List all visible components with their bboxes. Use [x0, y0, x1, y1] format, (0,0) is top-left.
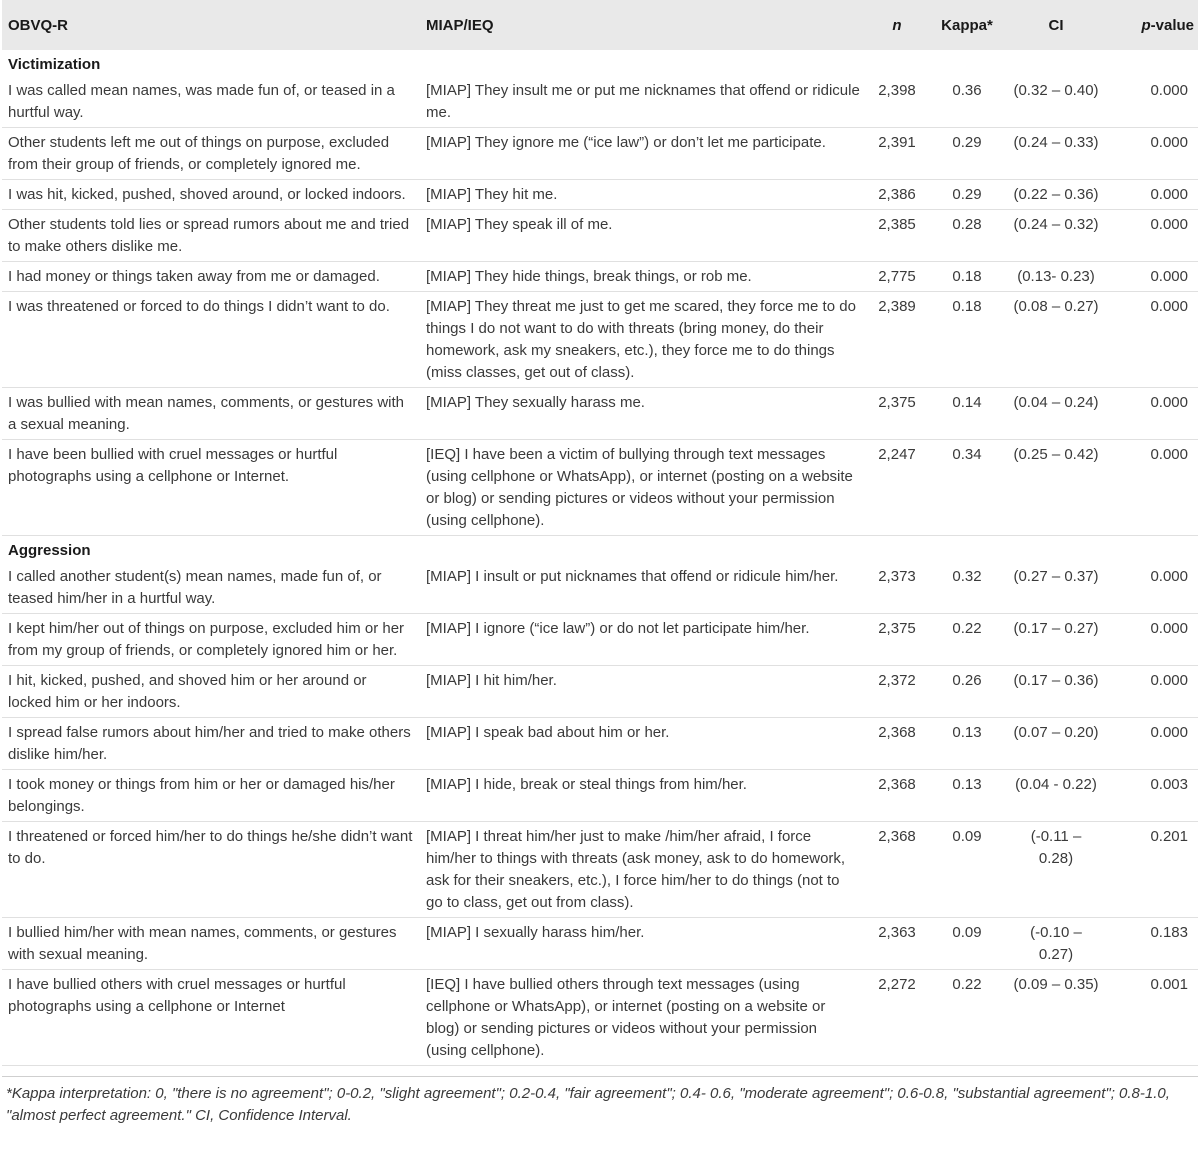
- n-value: 2,389: [866, 292, 928, 388]
- header-miap: MIAP/IEQ: [426, 17, 494, 34]
- table-row: [2, 128, 1198, 180]
- table-row: [2, 718, 1198, 770]
- kappa-value: 0.29: [928, 180, 1006, 210]
- kappa-value: 0.14: [928, 388, 1006, 440]
- p-value: 0.000: [1106, 292, 1198, 388]
- kappa-value: 0.34: [928, 440, 1006, 536]
- ci-value: (-0.11 – 0.28): [1006, 822, 1106, 918]
- p-value: 0.183: [1106, 918, 1198, 970]
- miap-item: [MIAP] They insult me or put me nicknames that offend or ridicule me.: [420, 76, 866, 128]
- kappa-value: 0.09: [928, 822, 1006, 918]
- obvq-item: I hit, kicked, pushed, and shoved him or her around or locked him or her indoors.: [2, 666, 420, 718]
- obvq-item: I spread false rumors about him/her and tried to make others dislike him/her.: [2, 718, 420, 770]
- obvq-item: I was threatened or forced to do things I didn’t want to do.: [2, 292, 420, 388]
- ci-value: (0.17 – 0.27): [1006, 614, 1106, 666]
- n-value: 2,372: [866, 666, 928, 718]
- ci-value: (0.04 – 0.24): [1006, 388, 1106, 440]
- ci-value: (0.22 – 0.36): [1006, 180, 1106, 210]
- p-value: 0.000: [1106, 614, 1198, 666]
- section-row: [2, 50, 1198, 76]
- obvq-item: Other students left me out of things on purpose, excluded from their group of friends, or completely ignored me.: [2, 128, 420, 180]
- miap-item: [IEQ] I have been a victim of bullying through text messages (using cellphone or WhatsApp), or internet (posting on a website or blog) or sending pictures or videos without your permission (using cellphone).: [420, 440, 866, 536]
- kappa-value: 0.13: [928, 718, 1006, 770]
- obvq-item: I called another student(s) mean names, made fun of, or teased him/her in a hurtful way.: [2, 562, 420, 614]
- table-row: [2, 970, 1198, 1066]
- ci-value: (0.25 – 0.42): [1006, 440, 1106, 536]
- n-value: 2,386: [866, 180, 928, 210]
- obvq-item: I was bullied with mean names, comments, or gestures with a sexual meaning.: [2, 388, 420, 440]
- p-value: 0.000: [1106, 210, 1198, 262]
- ci-value: (0.17 – 0.36): [1006, 666, 1106, 718]
- table-row: [2, 918, 1198, 970]
- kappa-value: 0.29: [928, 128, 1006, 180]
- header-n: n: [892, 17, 902, 34]
- miap-item: [IEQ] I have bullied others through text messages (using cellphone or WhatsApp), or internet (posting on a website or blog) or sending pictures or videos without your permission (using cellphone).: [420, 970, 866, 1066]
- miap-item: [MIAP] I hit him/her.: [420, 666, 866, 718]
- ci-value: (0.32 – 0.40): [1006, 76, 1106, 128]
- agreement-table: [2, 0, 1198, 1066]
- p-value: 0.000: [1106, 388, 1198, 440]
- p-value: 0.000: [1106, 262, 1198, 292]
- kappa-value: 0.36: [928, 76, 1006, 128]
- miap-item: [MIAP] I hide, break or steal things from him/her.: [420, 770, 866, 822]
- obvq-item: I took money or things from him or her or damaged his/her belongings.: [2, 770, 420, 822]
- n-value: 2,363: [866, 918, 928, 970]
- header-ci: CI: [1048, 17, 1064, 34]
- kappa-value: 0.22: [928, 614, 1006, 666]
- p-value: 0.000: [1106, 718, 1198, 770]
- table-row: [2, 388, 1198, 440]
- table-footnote: *Kappa interpretation: 0, "there is no agreement"; 0-0.2, "slight agreement"; 0.2-0.4, "fair agreement"; 0.4- 0.6, "moderate agreement"; 0.6-0.8, "substantial agreement"; 0.8-1.0, "almost perfect agreement." CI, Confidence Interval.: [2, 1076, 1198, 1127]
- table-row: [2, 76, 1198, 128]
- table-row: [2, 770, 1198, 822]
- table-row: [2, 210, 1198, 262]
- table-row: [2, 822, 1198, 918]
- p-value: 0.000: [1106, 440, 1198, 536]
- n-value: 2,368: [866, 822, 928, 918]
- n-value: 2,373: [866, 562, 928, 614]
- ci-value: (0.24 – 0.32): [1006, 210, 1106, 262]
- n-value: 2,368: [866, 770, 928, 822]
- p-value: 0.000: [1106, 128, 1198, 180]
- n-value: 2,368: [866, 718, 928, 770]
- table-row: [2, 292, 1198, 388]
- miap-item: [MIAP] I insult or put nicknames that offend or ridicule him/her.: [420, 562, 866, 614]
- kappa-value: 0.32: [928, 562, 1006, 614]
- section-title: Aggression: [8, 542, 91, 559]
- kappa-value: 0.18: [928, 292, 1006, 388]
- miap-item: [MIAP] They ignore me (“ice law”) or don’t let me participate.: [420, 128, 866, 180]
- ci-value: (0.04 - 0.22): [1006, 770, 1106, 822]
- table-body: [2, 50, 1198, 1066]
- p-value: 0.201: [1106, 822, 1198, 918]
- p-value: 0.000: [1106, 76, 1198, 128]
- ci-value: (0.27 – 0.37): [1006, 562, 1106, 614]
- miap-item: [MIAP] I ignore (“ice law”) or do not let participate him/her.: [420, 614, 866, 666]
- table-row: [2, 262, 1198, 292]
- table-row: [2, 180, 1198, 210]
- kappa-value: 0.13: [928, 770, 1006, 822]
- obvq-item: Other students told lies or spread rumors about me and tried to make others dislike me.: [2, 210, 420, 262]
- obvq-item: I bullied him/her with mean names, comments, or gestures with sexual meaning.: [2, 918, 420, 970]
- header-p-value: p-value: [1141, 17, 1194, 34]
- table-row: [2, 666, 1198, 718]
- ci-value: (0.08 – 0.27): [1006, 292, 1106, 388]
- n-value: 2,391: [866, 128, 928, 180]
- miap-item: [MIAP] I speak bad about him or her.: [420, 718, 866, 770]
- ci-value: (0.13- 0.23): [1006, 262, 1106, 292]
- table-row: [2, 440, 1198, 536]
- miap-item: [MIAP] They sexually harass me.: [420, 388, 866, 440]
- obvq-item: I have bullied others with cruel messages or hurtful photographs using a cellphone or Internet: [2, 970, 420, 1066]
- table-row: [2, 614, 1198, 666]
- kappa-value: 0.09: [928, 918, 1006, 970]
- miap-item: [MIAP] They threat me just to get me scared, they force me to do things I do not want to do with threats (bring money, do their homework, ask my sneakers, etc.), they force me to do things (miss classes, get out of class).: [420, 292, 866, 388]
- table-row: [2, 562, 1198, 614]
- n-value: 2,247: [866, 440, 928, 536]
- n-value: 2,375: [866, 614, 928, 666]
- n-value: 2,385: [866, 210, 928, 262]
- miap-item: [MIAP] I sexually harass him/her.: [420, 918, 866, 970]
- ci-value: (-0.10 – 0.27): [1006, 918, 1106, 970]
- ci-value: (0.24 – 0.33): [1006, 128, 1106, 180]
- header-obvq: OBVQ-R: [8, 17, 68, 34]
- obvq-item: I was called mean names, was made fun of, or teased in a hurtful way.: [2, 76, 420, 128]
- ci-value: (0.09 – 0.35): [1006, 970, 1106, 1066]
- section-title: Victimization: [8, 56, 101, 73]
- ci-value: (0.07 – 0.20): [1006, 718, 1106, 770]
- kappa-value: 0.18: [928, 262, 1006, 292]
- miap-item: [MIAP] They hide things, break things, or rob me.: [420, 262, 866, 292]
- obvq-item: I threatened or forced him/her to do things he/she didn’t want to do.: [2, 822, 420, 918]
- p-value: 0.000: [1106, 562, 1198, 614]
- kappa-value: 0.22: [928, 970, 1006, 1066]
- n-value: 2,272: [866, 970, 928, 1066]
- miap-item: [MIAP] They speak ill of me.: [420, 210, 866, 262]
- obvq-item: I was hit, kicked, pushed, shoved around, or locked indoors.: [2, 180, 420, 210]
- miap-item: [MIAP] They hit me.: [420, 180, 866, 210]
- obvq-item: I have been bullied with cruel messages or hurtful photographs using a cellphone or Internet.: [2, 440, 420, 536]
- table-header: [2, 0, 1198, 50]
- p-value: 0.003: [1106, 770, 1198, 822]
- n-value: 2,398: [866, 76, 928, 128]
- kappa-value: 0.26: [928, 666, 1006, 718]
- p-value: 0.000: [1106, 180, 1198, 210]
- p-value: 0.001: [1106, 970, 1198, 1066]
- kappa-value: 0.28: [928, 210, 1006, 262]
- miap-item: [MIAP] I threat him/her just to make /him/her afraid, I force him/her to things with threats (ask money, ask to do homework, ask for their sneakers, etc.), I force him/her to do things (not to go to class, get out from class).: [420, 822, 866, 918]
- header-kappa: Kappa*: [941, 17, 993, 34]
- n-value: 2,775: [866, 262, 928, 292]
- obvq-item: I kept him/her out of things on purpose, excluded him or her from my group of friends, or completely ignored him or her.: [2, 614, 420, 666]
- obvq-item: I had money or things taken away from me or damaged.: [2, 262, 420, 292]
- n-value: 2,375: [866, 388, 928, 440]
- section-row: [2, 536, 1198, 563]
- p-value: 0.000: [1106, 666, 1198, 718]
